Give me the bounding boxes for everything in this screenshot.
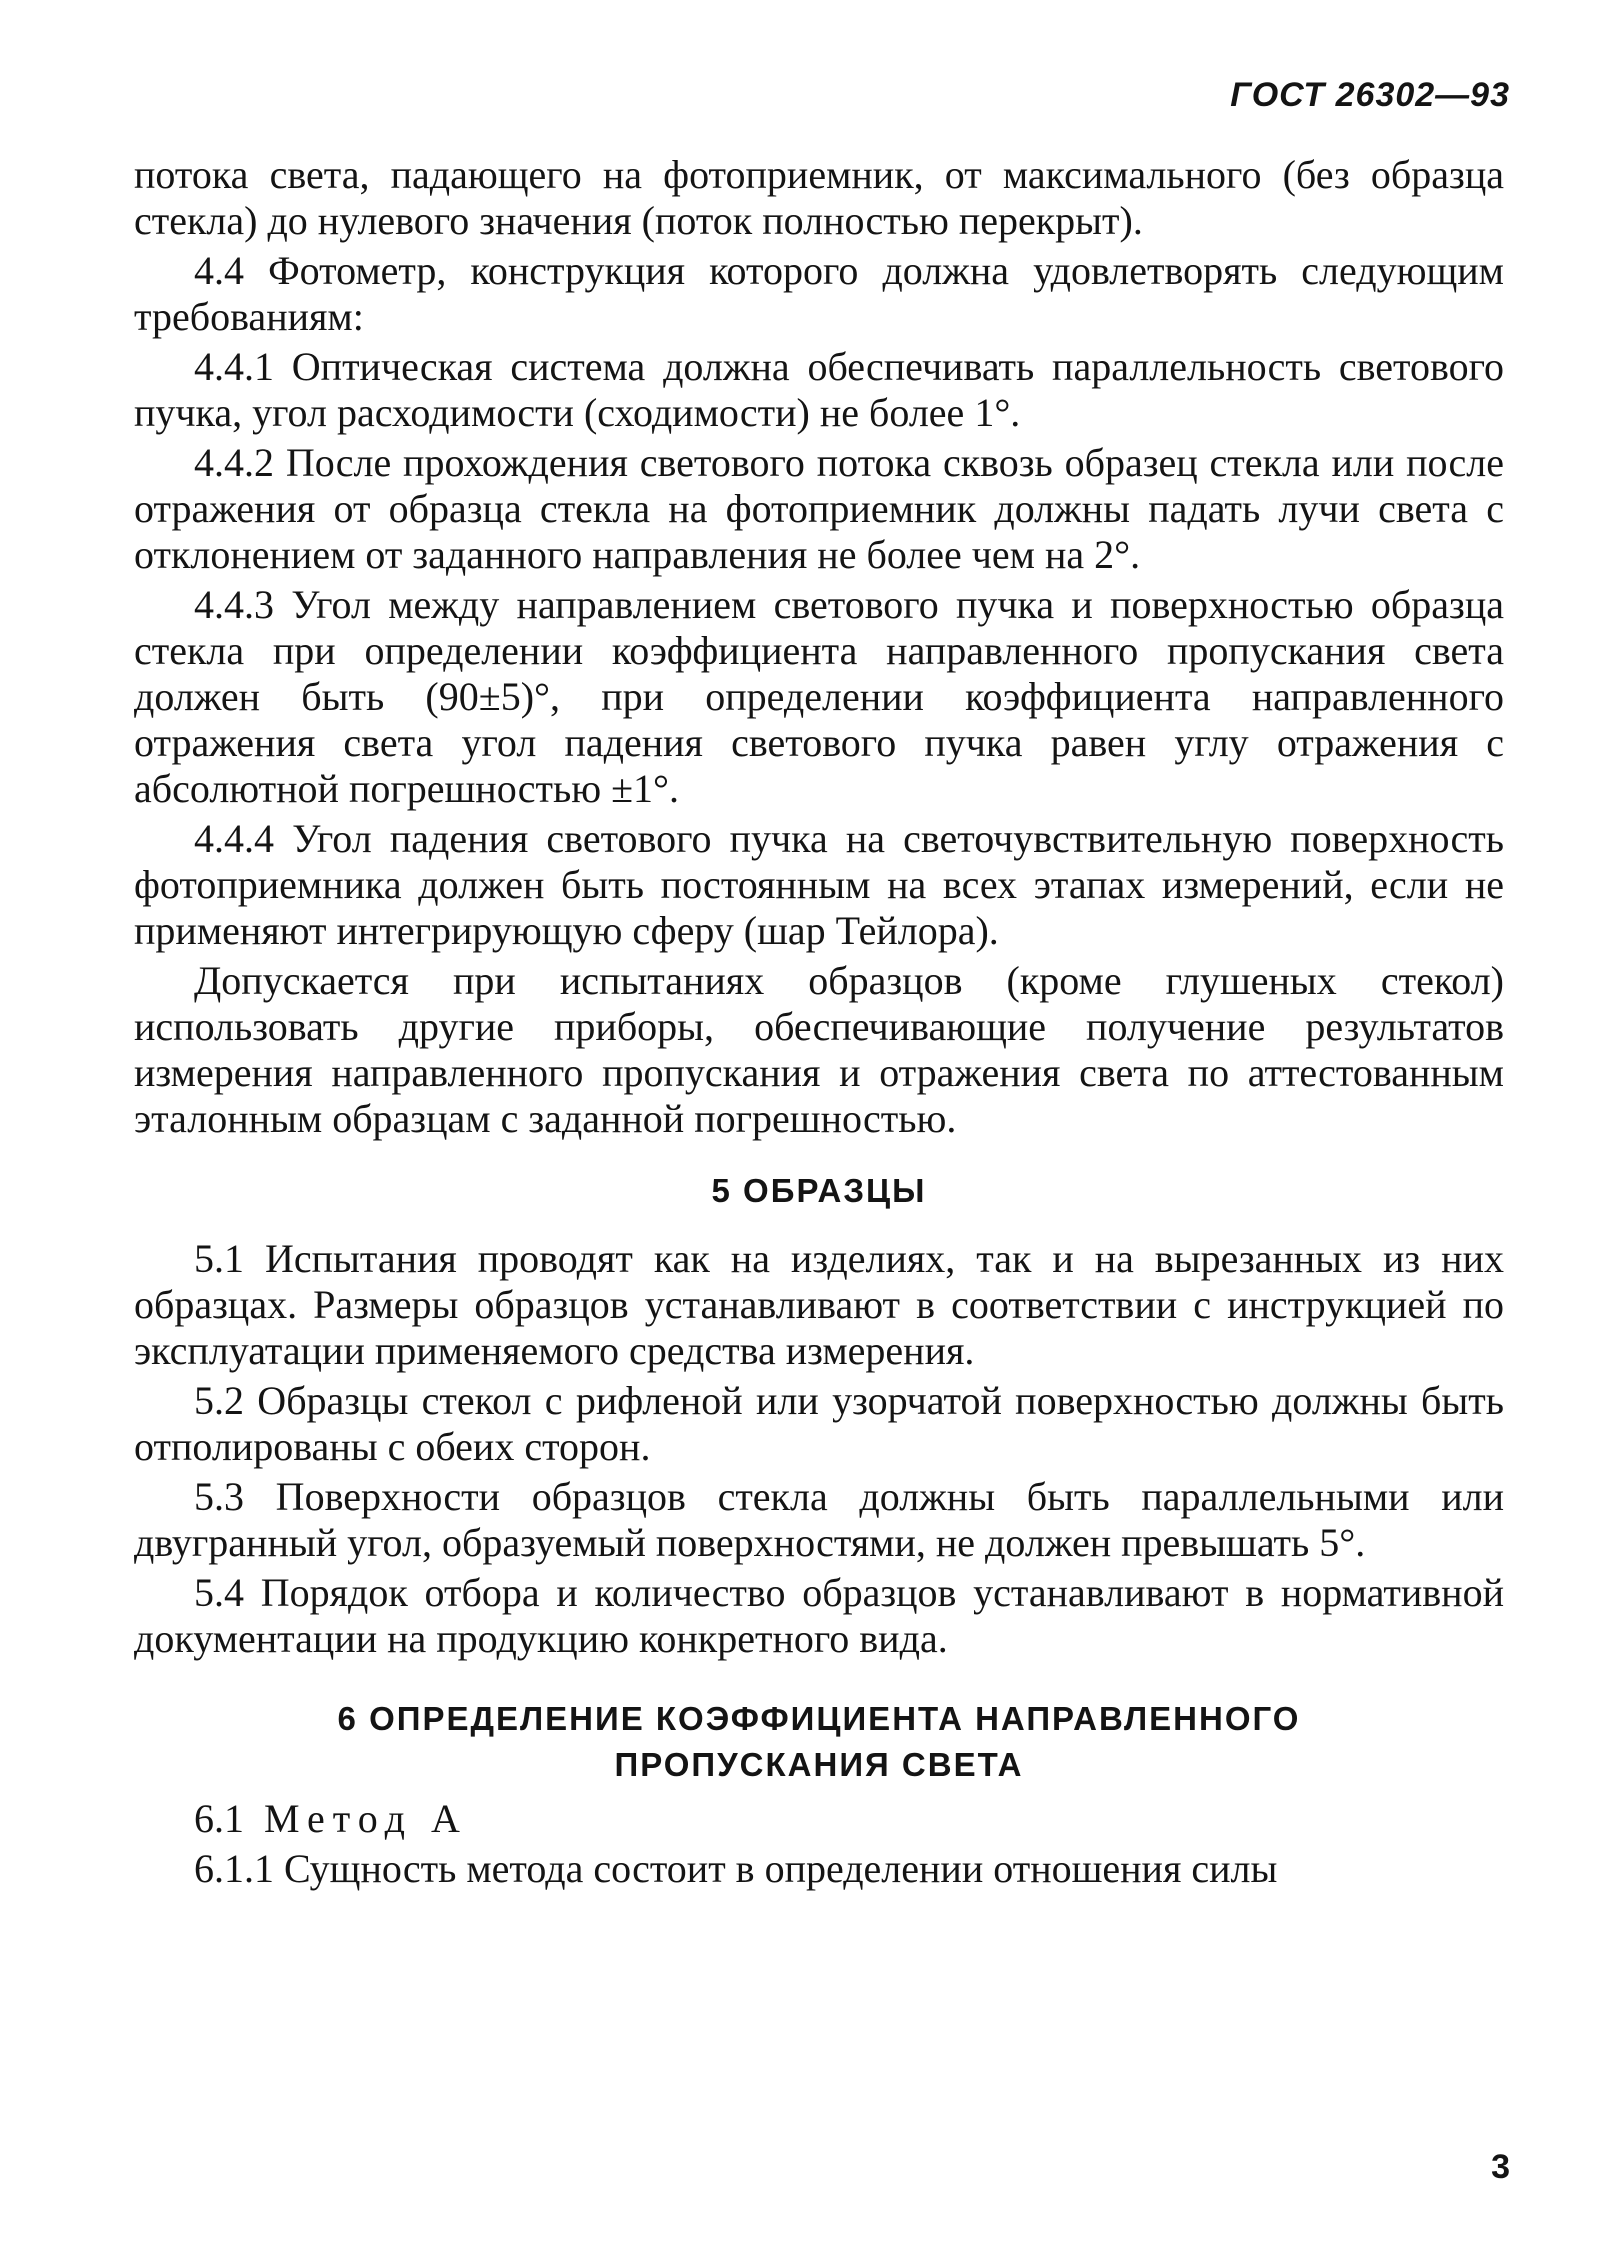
paragraph-continuation: потока света, падающего на фотоприемник, от максимального (без образца стекла) до нулевого значения (поток полностью перекрыт).: [134, 152, 1504, 243]
page-content: [134, 152, 1504, 1896]
method-number: 6.1: [194, 1796, 244, 1841]
paragraph-5-1: 5.1 Испытания проводят как на изделиях, так и на вырезанных из них образцах. Размеры образцов устанавливают в соответствии с инструкцией по эксплуатации применяемого средства измерения.: [134, 1236, 1504, 1373]
paragraph-4-4: 4.4 Фотометр, конструкция которого должна удовлетворять следующим требованиям:: [134, 248, 1504, 339]
section-6-heading: [134, 1696, 1504, 1788]
paragraph-4-4-4: 4.4.4 Угол падения светового пучка на светочувствительную поверхность фотоприемника должен быть постоянным на всех этапах измерений, если не применяют интегрирующую сферу (шар Тейлора).: [134, 816, 1504, 953]
paragraph-4-4-1: 4.4.1 Оптическая система должна обеспечивать параллельность светового пучка, угол расходимости (сходимости) не более 1°.: [134, 344, 1504, 435]
section-5-heading: 5 ОБРАЗЦЫ: [711, 1172, 927, 1209]
paragraph-4-4-3: 4.4.3 Угол между направлением светового пучка и поверхностью образца стекла при определении коэффициента направленного пропускания света должен быть (90±5)°, при определении коэффициента направленного отражения света угол падения светового пучка равен углу отражения с абсолютной погрешностью ±1°.: [134, 582, 1504, 811]
method-a-subheading: [134, 1796, 1504, 1842]
section-6-heading-line-1: 6 ОПРЕДЕЛЕНИЕ КОЭФФИЦИЕНТА НАПРАВЛЕННОГО: [337, 1700, 1301, 1737]
document-header: ГОСТ 26302—93: [1230, 76, 1510, 114]
paragraph-6-1-1: 6.1.1 Сущность метода состоит в определении отношения силы: [194, 1846, 1278, 1891]
paragraph-allowance: Допускается при испытаниях образцов (кроме глушеных стекол) использовать другие приборы, обеспечивающие получение результатов измерения направленного пропускания и отражения света по аттестованным эталонным образцам с заданной погрешностью.: [134, 958, 1504, 1141]
paragraph-5-4: 5.4 Порядок отбора и количество образцов устанавливают в нормативной документации на продукцию конкретного вида.: [134, 1570, 1504, 1661]
paragraph-5-2: 5.2 Образцы стекол с рифленой или узорчатой поверхностью должны быть отполированы с обеих сторон.: [134, 1378, 1504, 1469]
page-number: 3: [1491, 2148, 1510, 2186]
paragraph-4-4-2: 4.4.2 После прохождения светового потока сквозь образец стекла или после отражения от образца стекла на фотоприемник должны падать лучи света с отклонением от заданного направления не более чем на 2°.: [134, 440, 1504, 577]
method-label: Метод А: [264, 1796, 468, 1841]
section-6-heading-line-2: ПРОПУСКАНИЯ СВЕТА: [614, 1746, 1024, 1783]
paragraph-5-3: 5.3 Поверхности образцов стекла должны быть параллельными или двугранный угол, образуемый поверхностями, не должен превышать 5°.: [134, 1474, 1504, 1565]
